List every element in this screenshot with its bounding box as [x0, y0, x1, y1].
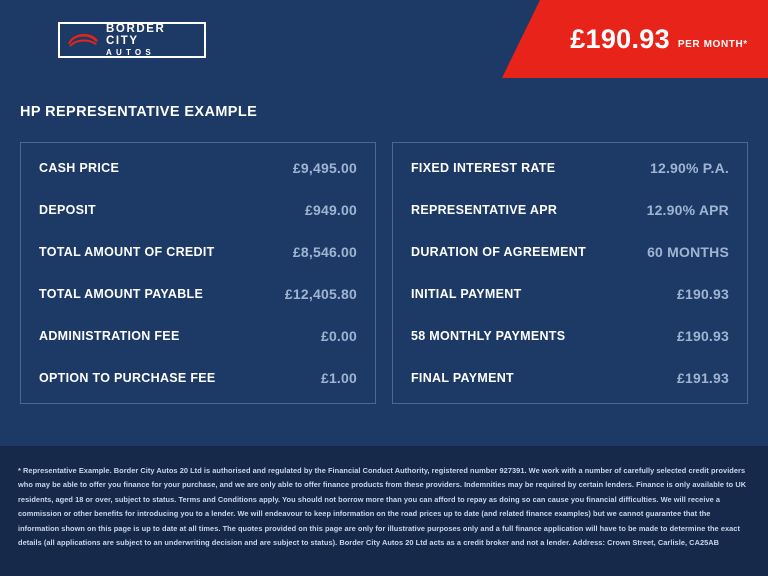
row-label: FINAL PAYMENT — [411, 371, 514, 385]
row-value: £1.00 — [320, 370, 357, 386]
brand-logo[interactable] — [58, 22, 206, 58]
finance-tables — [20, 142, 748, 404]
row-value: £190.93 — [676, 286, 729, 302]
table-row — [393, 231, 747, 273]
table-row — [21, 189, 375, 231]
table-row — [393, 357, 747, 399]
row-value: £949.00 — [304, 202, 357, 218]
row-label: DEPOSIT — [39, 203, 96, 217]
row-label: OPTION TO PURCHASE FEE — [39, 371, 216, 385]
row-value: £0.00 — [320, 328, 357, 344]
table-row — [21, 315, 375, 357]
table-row — [393, 147, 747, 189]
footer-disclaimer-area — [0, 446, 768, 576]
page-header — [0, 0, 768, 78]
row-label: CASH PRICE — [39, 161, 120, 175]
row-value: £190.93 — [676, 328, 729, 344]
row-label: TOTAL AMOUNT PAYABLE — [39, 287, 204, 301]
table-row — [21, 231, 375, 273]
right-finance-table — [392, 142, 748, 404]
disclaimer-text: * Representative Example. Border City Autos 20 Ltd is authorised and regulated by the Financial Conduct Authority, registered number 927391. We work with a number of carefully selected credit providers who may be able to offer you finance for your purchase, and we are only able to offer finance products from these providers. Indemnities may be required by certain lenders. Finance is only available to UK residents, aged 18 or over, subject to status. Terms and Conditions apply. You should not borrow more than you can afford to repay as doing so can cause you financial difficulties. We will receive a commission or other benefits for introducing you to a lender. We will endeavour to keep information on the road prices up to date (and related finance examples) but we cannot guarantee that the information shown on this page is up to date at all times. The quotes provided on this page are only for illustrative purposes only and a full finance application will have to be made to determine the exact details (all applications are subject to an underwriting decision and are subject to status). Border City Autos 20 Ltd acts as a credit broker and not a lender. Address: Crown Street, Carlisle, CA25AB — [18, 466, 747, 548]
row-value: £9,495.00 — [292, 160, 357, 176]
row-value: 12.90% P.A. — [650, 160, 729, 176]
left-finance-table — [20, 142, 376, 404]
row-value: 60 MONTHS — [647, 244, 729, 260]
row-label: FIXED INTEREST RATE — [411, 161, 556, 175]
table-row — [21, 357, 375, 399]
table-row — [393, 273, 747, 315]
page-title: HP REPRESENTATIVE EXAMPLE — [20, 104, 258, 120]
brand-subtitle: AUTOS — [106, 47, 155, 57]
car-icon — [66, 30, 100, 50]
table-row — [21, 147, 375, 189]
brand-name: BORDER CITY — [106, 22, 166, 47]
table-row — [393, 315, 747, 357]
row-label: ADMINISTRATION FEE — [39, 329, 180, 343]
monthly-price-amount: £190.93 — [570, 23, 670, 54]
row-value: 12.90% APR — [646, 202, 729, 218]
row-value: £12,405.80 — [284, 286, 357, 302]
table-row — [21, 273, 375, 315]
row-label: 58 MONTHLY PAYMENTS — [411, 329, 566, 343]
row-value: £191.93 — [676, 370, 729, 386]
monthly-price-period: PER MONTH* — [677, 38, 748, 50]
brand-logo-text — [106, 23, 198, 58]
row-label: DURATION OF AGREEMENT — [411, 245, 587, 259]
row-label: TOTAL AMOUNT OF CREDIT — [39, 245, 215, 259]
monthly-price-banner — [540, 0, 768, 78]
row-value: £8,546.00 — [292, 244, 357, 260]
table-row — [393, 189, 747, 231]
row-label: REPRESENTATIVE APR — [411, 203, 558, 217]
row-label: INITIAL PAYMENT — [411, 287, 522, 301]
